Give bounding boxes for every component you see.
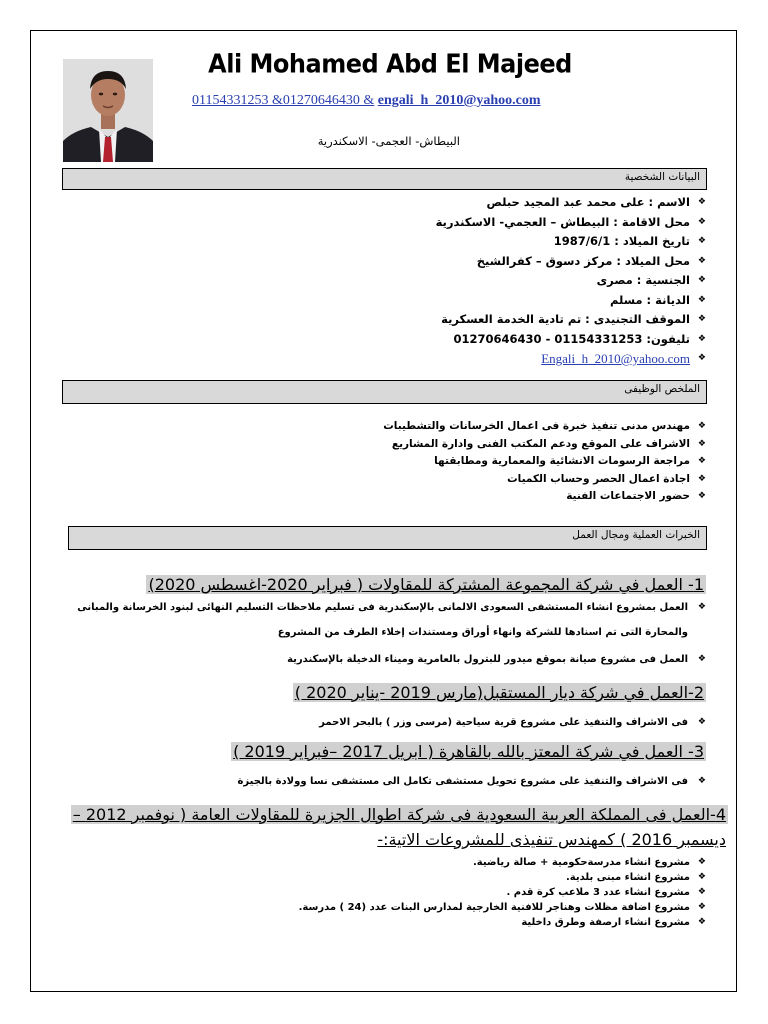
- job-1-item-1-line-2: والمحارة التى تم اسنادها للشركة وانهاء أوراق ومستندات إخلاء الطرف من المشروع: [277, 627, 688, 638]
- section-summary-header: [62, 380, 707, 404]
- contact-phones: 01154331253 &01270646430 &: [192, 93, 375, 108]
- job-2-title: [293, 683, 706, 702]
- personal-military: ❖ الموقف التجنيدى : تم تادية الخدمة العسكرية: [106, 310, 706, 330]
- job-4-title-text-2: ديسمبر 2016 ) كمهندس تنفيذى للمشروعات الاتية:-: [377, 830, 726, 849]
- personal-residence: ❖ محل الاقامة : البيطاش – العجمي- الاسكندرية: [106, 213, 706, 233]
- personal-phone: ❖ تليفون: 01154331253 - 01270646430: [106, 330, 706, 350]
- personal-email-item: [106, 349, 706, 369]
- personal-nationality: ❖ الجنسية : مصرى: [106, 271, 706, 291]
- summary-list: [106, 418, 706, 506]
- personal-email-link[interactable]: Engali_h_2010@yahoo.com: [541, 351, 690, 366]
- section-experience-header: [68, 526, 707, 550]
- personal-birthdate: ❖ تاريخ الميلاد : 1987/6/1: [106, 232, 706, 252]
- summary-item: ❖ مهندس مدنى تنفيذ خبرة فى اعمال الخرسانات والتشطيبات: [106, 418, 706, 436]
- job-4-title-line-1: [71, 805, 728, 824]
- section-personal-title: البيانات الشخصية: [624, 171, 700, 183]
- job-4-project: ❖ مشروع انشاء مبنى بلدية.: [106, 870, 706, 885]
- profile-photo-image: [63, 59, 153, 162]
- profile-photo: [63, 59, 153, 162]
- job-3-item-1: ❖ فى الاشراف والتنفيذ على مشروع تحويل مستشفى تكامل الى مستشفى نسا وولادة بالجيزة: [237, 776, 706, 787]
- job-4-project: ❖ مشروع انشاء عدد 3 ملاعب كرة قدم .: [106, 885, 706, 900]
- job-1-item-1-line-1: ❖ العمل بمشروع انشاء المستشفى السعودى الالمانى بالإسكندرية فى تسليم ملاحظات التسليم النهائى لبنود الخرسانة والمبانى: [77, 602, 706, 613]
- job-1-title: [146, 575, 706, 594]
- summary-item: ❖ اجادة اعمال الحصر وحساب الكميات: [106, 471, 706, 489]
- job-1-title-text: 1- العمل في شركة المجموعة المشتركة للمقاولات ( فبراير 2020-اغسطس 2020): [148, 575, 704, 594]
- personal-name: ❖ الاسم : على محمد عبد المجيد حبلص: [106, 193, 706, 213]
- summary-item: ❖ مراجعة الرسومات الانشائية والمعمارية ومطابقتها: [106, 453, 706, 471]
- summary-item: ❖ الاشراف على الموقع ودعم المكتب الفنى وادارة المشاريع: [106, 436, 706, 454]
- section-personal-header: [62, 168, 707, 190]
- job-4-title-text-1: 4-العمل فى المملكة العربية السعودية فى شركة اطوال الجزيرة للمقاولات العامة ( نوفمبر 2012 –: [72, 805, 726, 824]
- summary-item: ❖ حضور الاجتماعات الفنية: [106, 488, 706, 506]
- candidate-name: Ali Mohamed Abd El Majeed: [208, 48, 572, 80]
- job-4-project-list: [106, 855, 706, 930]
- personal-religion: ❖ الديانة : مسلم: [106, 291, 706, 311]
- contact-email-link[interactable]: engali_h_2010@yahoo.com: [377, 93, 541, 108]
- contact-line: [192, 93, 541, 109]
- section-summary-title: الملخص الوظيفى: [624, 383, 700, 395]
- header-address: البيطاش- العجمى- الاسكندرية: [317, 134, 460, 148]
- job-2-title-text: 2-العمل في شركة ديار المستقبل(مارس 2019 -يناير 2020 ): [294, 683, 704, 702]
- job-3-title-text: 3- العمل في شركة المعتز بالله بالقاهرة ( ابريل 2017 –فبراير 2019 ): [233, 742, 704, 761]
- job-3-title: [231, 742, 706, 761]
- job-4-project: ❖ مشروع انشاء ارصفة وطرق داخلية: [106, 915, 706, 930]
- job-4-title-line-2: [375, 830, 728, 849]
- job-1-item-2: ❖ العمل فى مشروع صيانة بموقع ميدور للبترول بالعامرية وميناء الدخيلة بالإسكندرية: [287, 654, 706, 665]
- personal-info-list: [106, 193, 706, 369]
- personal-birthplace: ❖ محل الميلاد : مركز دسوق – كفرالشيخ: [106, 252, 706, 272]
- section-experience-title: الخبرات العملية ومجال العمل: [572, 529, 700, 541]
- job-4-project: ❖ مشروع اضافة مظلات وهناجر للافنية الخارجية لمدارس البنات عدد (24 ) مدرسة.: [106, 900, 706, 915]
- job-2-item-1: ❖ فى الاشراف والتنفيذ على مشروع قرية سياحية (مرسى وزر ) بالبحر الاحمر: [319, 717, 706, 728]
- job-4-project: ❖ مشروع انشاء مدرسةحكومية + صالة رياضية.: [106, 855, 706, 870]
